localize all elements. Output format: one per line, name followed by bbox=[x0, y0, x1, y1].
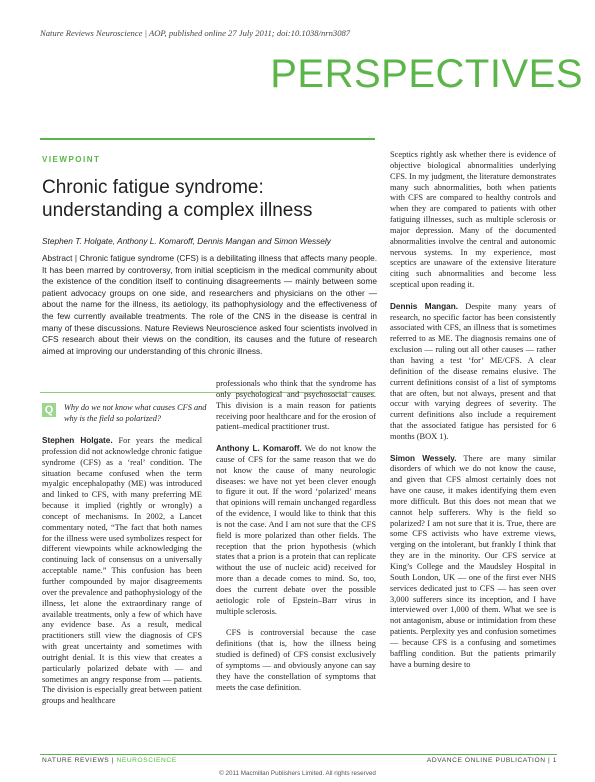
answer-wessely bbox=[390, 454, 556, 671]
header-divider bbox=[40, 138, 375, 140]
answer-komaroff bbox=[216, 444, 376, 618]
footer-journal-section: NEUROSCIENCE bbox=[116, 757, 177, 764]
copyright-notice: © 2011 Macmillan Publishers Limited. All rights reserved bbox=[219, 770, 376, 777]
body-paragraph: CFS is controversial because the case definitions (that is, how the illness being studied is defined) of CFS consist exclusively of symptoms — and obviously anyone can say they have the constellation of symptoms that meets the case definition. bbox=[216, 628, 376, 692]
footer-journal bbox=[42, 757, 177, 764]
body-text: For years the medical profession did not acknowledge chronic fatigue syndrome (CFS) as a ‘real’ condition. The situation became confused when the term myalgic encephalopathy (ME) was introduced and linked to CFS, with many preferring ME because it implied (rightly or wrongly) a concept of mechanisms. In 2002, a Lancet commentary noted, “The fact that both names for the illness were used symbolizes respect for different viewpoints while acknowledging the continuing lack of consensus on a universally acceptable name.” This confusion has been further compounded by major disagreements over the prevalence and pathophysiology of the illness, let alone the extraordinary range of available treatments, only a few of which have any evidence base. As a result, medical practitioners still view the diagnosis of CFS with great uncertainty and sometimes with outright denial. It is this view that creates a particularly polarized debate with — and sometimes an angry response from — patients. The division is especially great between patient groups and healthcare bbox=[42, 436, 203, 706]
speaker-name: Anthony L. Komaroff. bbox=[216, 444, 302, 454]
text-column-3 bbox=[390, 150, 556, 670]
section-title: PERSPECTIVES bbox=[270, 52, 583, 96]
journal-citation: Nature Reviews Neuroscience | AOP, published online 27 July 2011; doi:10.1038/nrn3087 bbox=[40, 28, 351, 38]
speaker-name: Stephen Holgate. bbox=[42, 436, 113, 445]
abstract: Abstract | Chronic fatigue syndrome (CFS) is a debilitating illness that affects many people. It has been marred by controversy, from initial scepticism in the medical community about the existence of the condition itself to continuing disagreements — mainly between some patient advocacy groups on one side, and researchers and physicians on the other — about the name for the illness, its aetiology, its pathophysiology and the effectiveness of the few currently available treatments. The role of the CNS in the disease is central in many of these discussions. Nature Reviews Neuroscience asked four scientists involved in CFS research about their views on the condition, its causes and the future of research aimed at improving our understanding of this chronic illness. bbox=[42, 253, 377, 356]
body-text: We do not know the cause of CFS for the same reason that we do not know the cause of many neurologic diseases: we have not yet been clever enough to figure it out. If the word ‘polarized’ means that opinions will remain unchanged regardless of the evidence, I would like to think that this is not the case. And I am not sure that the CFS field is more polarized than other fields. The reception that the prion hypothesis (which states that a prion is a protein that can replicate without the use of nucleic acid) received for more than a decade comes to mind. So, too, does the current debate over the possible aetiologic role of Epstein–Barr virus in multiple sclerosis. bbox=[216, 444, 376, 616]
article-title bbox=[42, 176, 372, 222]
body-text: Despite many years of research, no specific factor has been consistently associated with CFS, an illness that is sometimes referred to as ME. The diagnosis remains one of exclusion — ruling out all other causes — rather than having a test ‘for’ ME/CFS. A clear definition of the disease remains elusive. The current definitions consist of a list of symptoms that are often, but not always, present and that occur with varying degrees of severity. The current definitions also include a requirement that the associated fatigue has persisted for 6 months (BOX 1). bbox=[390, 301, 556, 441]
footer-publication: ADVANCE ONLINE PUBLICATION | 1 bbox=[426, 757, 557, 764]
author-list: Stephen T. Holgate, Anthony L. Komaroff, Dennis Mangan and Simon Wessely bbox=[42, 236, 331, 246]
article-kicker: VIEWPOINT bbox=[42, 155, 101, 164]
speaker-name: Dennis Mangan. bbox=[390, 301, 458, 311]
answer-holgate bbox=[42, 436, 202, 707]
body-paragraph: Sceptics rightly ask whether there is evidence of objective biological abnormalities underlying CFS. In my judgment, the literature demonstrates many such abnormalities, both when patients with CFS are compared to healthy controls and when they are compared to patients with other fatiguing illnesses, such as multiple sclerosis or major depression. Many of the documented abnormalities involve the central and autonomic nervous systems. In my experience, most sceptics are unaware of the extensive literature citing such abnormalities and become less sceptical upon reading it. bbox=[390, 150, 556, 290]
footer-divider bbox=[40, 754, 557, 755]
text-column-2 bbox=[216, 379, 376, 693]
question-text: Why do we not know what causes CFS and why is the field so polarized? bbox=[64, 403, 207, 423]
title-line-2: understanding a complex illness bbox=[42, 200, 313, 221]
answer-mangan bbox=[390, 302, 556, 443]
body-text: There are many similar disorders of which we do not know the cause, and given that CFS almost certainly does not have one cause, it makes identifying them even more difficult. But this does not mean that we cannot help sufferers. Why is the field so polarized? I am not sure that it is. True, there are some CFS activists who have extreme views, verging on the intolerant, but frankly I think that they are in the minority. Our CFS service at King’s College and the Maudsley Hospital in South London, UK — one of the first ever NHS services dedicated just to CFS — has seen over 3,000 sufferers since its inception, and I have interviewed over 1,000 of them. What we see is not antagonism, abuse or intimidation from these patients. Perplexity yes and confusion sometimes — because CFS is a confusing and sometimes baffling condition. But the patients primarily have a burning desire to bbox=[390, 453, 556, 669]
title-line-1: Chronic fatigue syndrome: bbox=[42, 177, 264, 198]
question-marker-icon: Q bbox=[42, 403, 56, 417]
body-paragraph: professionals who think that the syndrome has only psychological and psychosocial causes. This division is a main reason for patients receiving poor healthcare and for the erosion of patient–medical practitioner trust. bbox=[216, 379, 376, 432]
text-column-1 bbox=[42, 436, 202, 707]
speaker-name: Simon Wessely. bbox=[390, 453, 457, 463]
footer-journal-name: NATURE REVIEWS | bbox=[42, 757, 115, 764]
